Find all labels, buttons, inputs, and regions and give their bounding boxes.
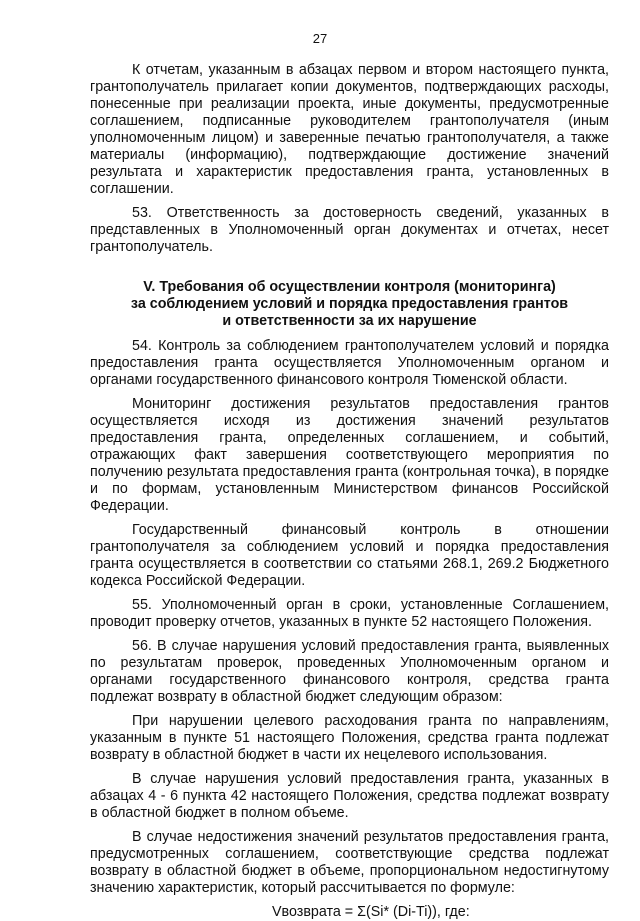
document-body (90, 62, 609, 921)
paragraph-monitoring: Мониторинг достижения результатов предоставления грантов осуществляется исходя из достижения значений результатов предоставления гранта, определенных соглашением, и событий, отражающих факт завершения соответствующего мероприятия по получению результата предоставления гранта (контрольная точка), в порядке и по формам, установленным Министерством финансов Российской Федерации. (90, 396, 609, 514)
paragraph-55: 55. Уполномоченный орган в сроки, установленные Соглашением, проводит проверку отчетов, указанных в пункте 52 настоящего Положения. (90, 597, 609, 630)
paragraph-proportional-return: В случае недостижения значений результатов предоставления гранта, предусмотренных соглашением, соответствующие средства подлежат возврату в областной бюджет в объеме, пропорциональном недостигнутому значению характеристик, который рассчитывается по формуле: (90, 829, 609, 896)
section-heading (90, 279, 609, 330)
paragraph-reports-attachments: К отчетам, указанным в абзацах первом и втором настоящего пункта, грантополучатель прилагает копии документов, подтверждающих расходы, понесенные при реализации проекта, иные документы, предусмотренные соглашением, подписанные руководителем грантополучателя (иным уполномоченным лицом) и заверенные печатью грантополучателя, а также материалы (информацию), подтверждающие достижение значений результата и характеристик предоставления гранта, установленных в соглашении. (90, 62, 609, 197)
section-heading-line-3: и ответственности за их нарушение (222, 313, 477, 329)
paragraph-53: 53. Ответственность за достоверность сведений, указанных в представленных в Уполномоченный орган документах и отчетах, несет грантополучатель. (90, 205, 609, 255)
paragraph-56: 56. В случае нарушения условий предоставления гранта, выявленных по результатам проверок, проведенных Уполномоченным органом и органами государственного финансового контроля, средства гранта подлежат возврату в областной бюджет следующим образом: (90, 638, 609, 705)
page-number: 27 (312, 31, 328, 46)
section-heading-line-2: за соблюдением условий и порядка предоставления грантов (130, 296, 569, 312)
paragraph-misuse-return: При нарушении целевого расходования гранта по направлениям, указанным в пункте 51 настоящего Положения, средства гранта подлежат возврату в областной бюджет в части их нецелевого использования. (90, 713, 609, 763)
return-formula: Vвозврата = Σ(Si* (Di-Ti)), где: (272, 904, 470, 920)
paragraph-financial-control: Государственный финансовый контроль в отношении грантополучателя за соблюдением условий и порядка предоставления гранта осуществляется в соответствии со статьями 268.1, 269.2 Бюджетного кодекса Российской Федерации. (90, 522, 609, 589)
paragraph-54: 54. Контроль за соблюдением грантополучателем условий и порядка предоставления гранта осуществляется Уполномоченным органом и органами государственного финансового контроля Тюменской области. (90, 338, 609, 388)
paragraph-full-return: В случае нарушения условий предоставления гранта, указанных в абзацах 4 - 6 пункта 42 настоящего Положения, средства подлежат возврату в областной бюджет в полном объеме. (90, 771, 609, 821)
section-heading-line-1: V. Требования об осуществлении контроля (мониторинга) (143, 279, 556, 295)
